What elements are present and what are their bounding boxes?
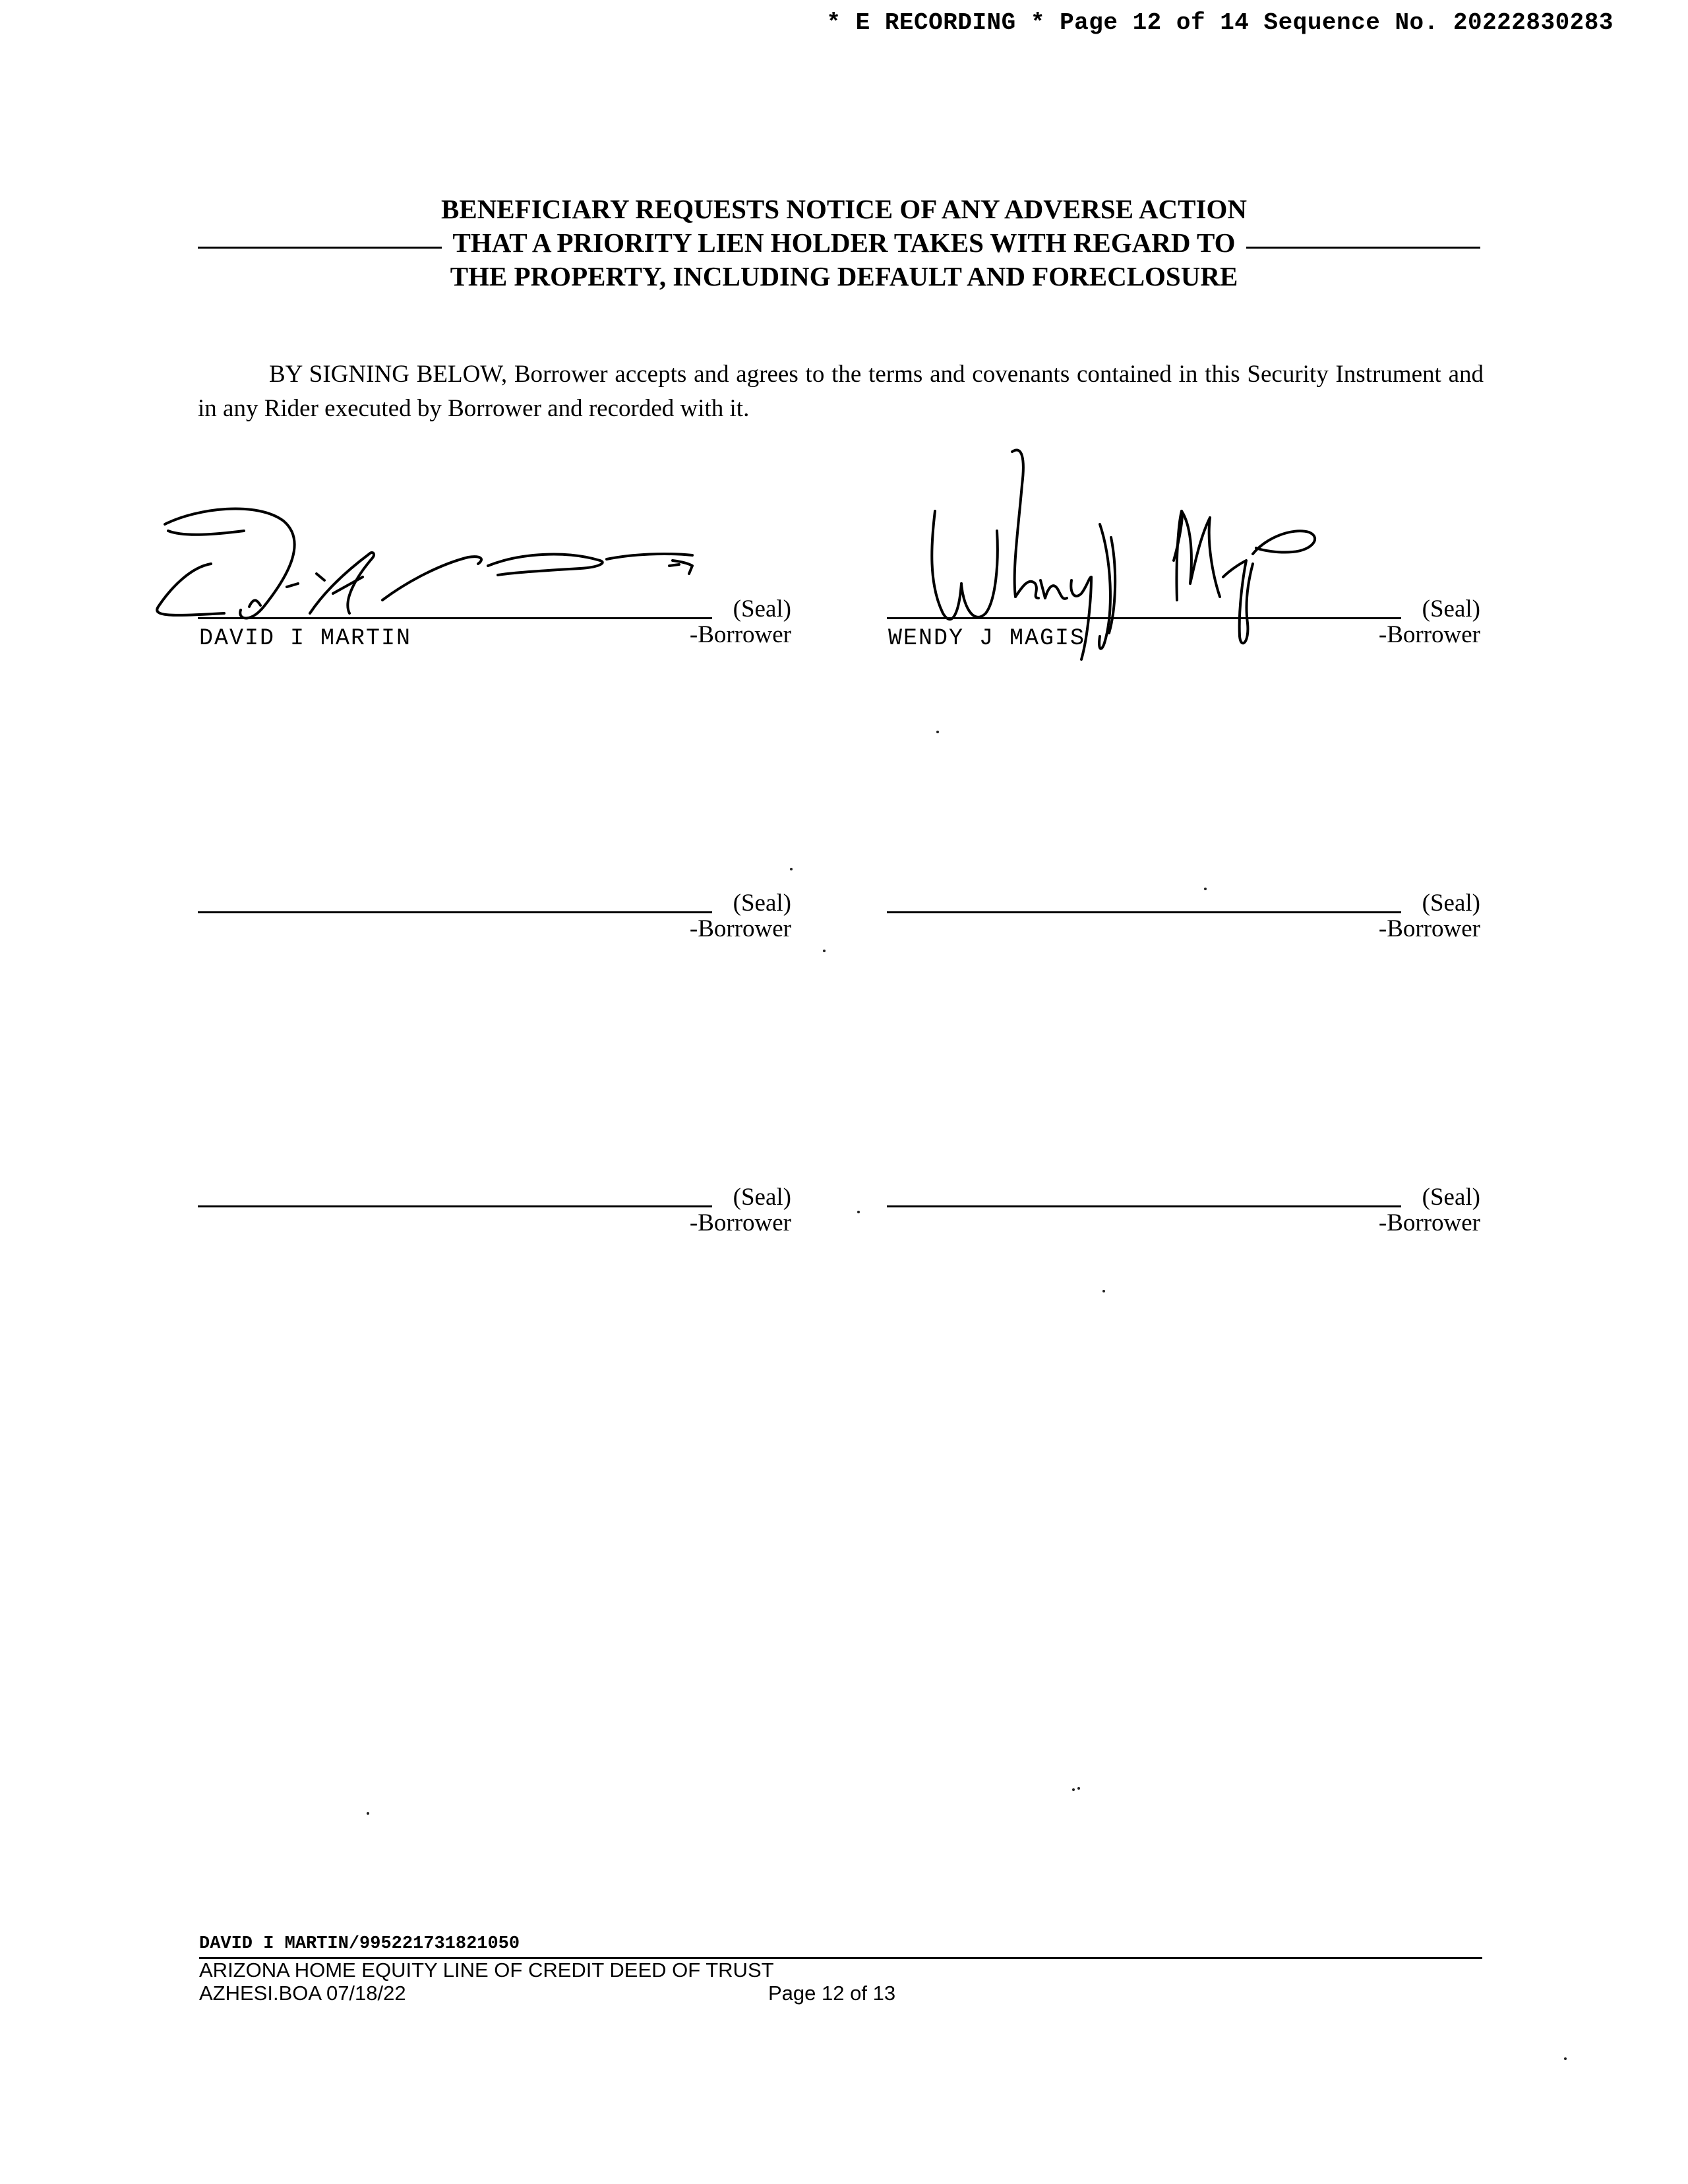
scan-speck — [857, 1211, 860, 1213]
heading-rule-right — [1246, 247, 1480, 249]
document-footer — [199, 1932, 1482, 2004]
borrower-label: -Borrower — [689, 621, 791, 648]
acceptance-paragraph: BY SIGNING BELOW, Borrower accepts and agrees to the terms and covenants contained in this Security Instrument and in any Rider executed by Borrower and recorded with it. — [198, 361, 1484, 422]
footer-borrower-id: DAVID I MARTIN/995221731821050 — [199, 1934, 520, 1954]
signature-line — [887, 911, 1401, 913]
scan-speck — [1072, 1788, 1075, 1791]
scan-speck — [1564, 2057, 1567, 2060]
seal-label: (Seal) — [1422, 1184, 1480, 1211]
heading-line-3: THE PROPERTY, INCLUDING DEFAULT AND FORECLOSURE — [450, 261, 1238, 291]
borrower-label: -Borrower — [1378, 915, 1480, 942]
signature-block-blank-3 — [198, 1168, 791, 1261]
signature-line — [198, 911, 712, 913]
seal-label: (Seal) — [733, 1184, 791, 1211]
signer-name: DAVID I MARTIN — [199, 625, 412, 652]
signature-line — [887, 617, 1401, 619]
scan-speck — [1204, 888, 1207, 890]
seal-label: (Seal) — [733, 890, 791, 917]
signature-line — [198, 617, 712, 619]
heading-rule-left — [198, 247, 442, 249]
footer-form-row — [199, 1982, 1482, 2004]
borrower-label: -Borrower — [689, 1209, 791, 1236]
signature-block-blank-2 — [887, 874, 1480, 967]
signature-block-blank-1 — [198, 874, 791, 967]
heading-line-1: BENEFICIARY REQUESTS NOTICE OF ANY ADVERSE ACTION — [441, 194, 1247, 224]
seal-label: (Seal) — [1422, 890, 1480, 917]
signer-name: WENDY J MAGIS — [888, 625, 1086, 652]
borrower-label: -Borrower — [689, 915, 791, 942]
scan-speck — [1077, 1787, 1080, 1790]
heading-line-2: THAT A PRIORITY LIEN HOLDER TAKES WITH REGARD TO — [452, 228, 1236, 258]
scan-speck — [1102, 1290, 1105, 1292]
signature-line — [887, 1205, 1401, 1207]
signature-block-wendy-magis — [887, 580, 1480, 673]
scan-speck — [936, 731, 939, 733]
borrower-label: -Borrower — [1378, 1209, 1480, 1236]
signature-line — [198, 1205, 712, 1207]
scan-speck — [823, 950, 826, 952]
footer-page-number: Page 12 of 13 — [768, 1982, 896, 2005]
scan-speck — [367, 1812, 369, 1815]
scan-speck — [790, 868, 793, 870]
seal-label: (Seal) — [733, 595, 791, 622]
signature-block-david-martin — [198, 580, 791, 673]
borrower-label: -Borrower — [1378, 621, 1480, 648]
seal-label: (Seal) — [1422, 595, 1480, 622]
recording-header: * E RECORDING * Page 12 of 14 Sequence No. 20222830283 — [826, 9, 1613, 36]
footer-document-title: ARIZONA HOME EQUITY LINE OF CREDIT DEED OF TRUST — [199, 1958, 774, 1982]
notice-heading — [198, 193, 1490, 293]
signature-block-blank-4 — [887, 1168, 1480, 1261]
footer-form-code: AZHESI.BOA 07/18/22 — [199, 1982, 406, 2005]
